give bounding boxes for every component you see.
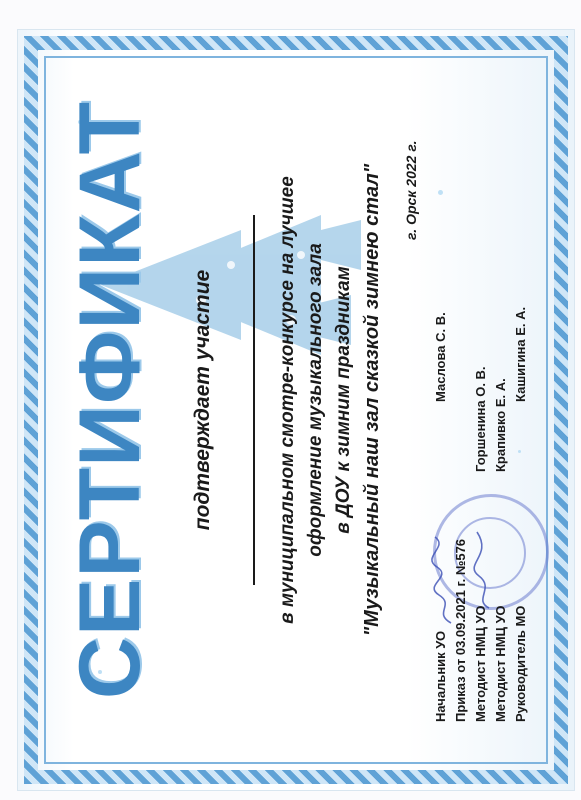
certificate-subtitle: подтверждает участие: [190, 269, 214, 531]
signature-row: [492, 378, 508, 722]
signature-role: Приказ от 03.09.2021 г. №576: [452, 538, 468, 722]
body-line: в ДОУ к зимним праздникам: [332, 266, 354, 534]
signature-name: Маслова С. В.: [432, 312, 448, 402]
city-year: г. Орск 2022 г.: [402, 140, 419, 240]
signature-row: [432, 312, 448, 722]
divider: [253, 215, 255, 585]
signature-name: Кашигина Е. А.: [512, 306, 528, 402]
signature-role: Начальник УО: [432, 630, 448, 722]
signature-row: [472, 366, 488, 722]
signature-role: Методист НМЦ УО: [492, 605, 508, 722]
signature-name: Крапивко Е. А.: [492, 378, 508, 472]
body-line: в муниципальном смотре-конкурсе на лучшее: [276, 176, 298, 624]
signature-role: Методист НМЦ УО: [472, 605, 488, 722]
signature-row: [453, 539, 468, 722]
signature-role: Руководитель МО: [512, 605, 528, 722]
contest-title: "Музыкальный наш зал сказкой зимнею стал": [360, 163, 383, 637]
certificate-title: СЕРТИФИКАТ: [61, 100, 158, 700]
signature-row: [512, 306, 528, 722]
signature-name: Горшенина О. В.: [472, 366, 488, 472]
body-line: оформление музыкального зала: [304, 243, 326, 557]
signature: [471, 530, 497, 610]
certificate-content: [31, 40, 551, 760]
